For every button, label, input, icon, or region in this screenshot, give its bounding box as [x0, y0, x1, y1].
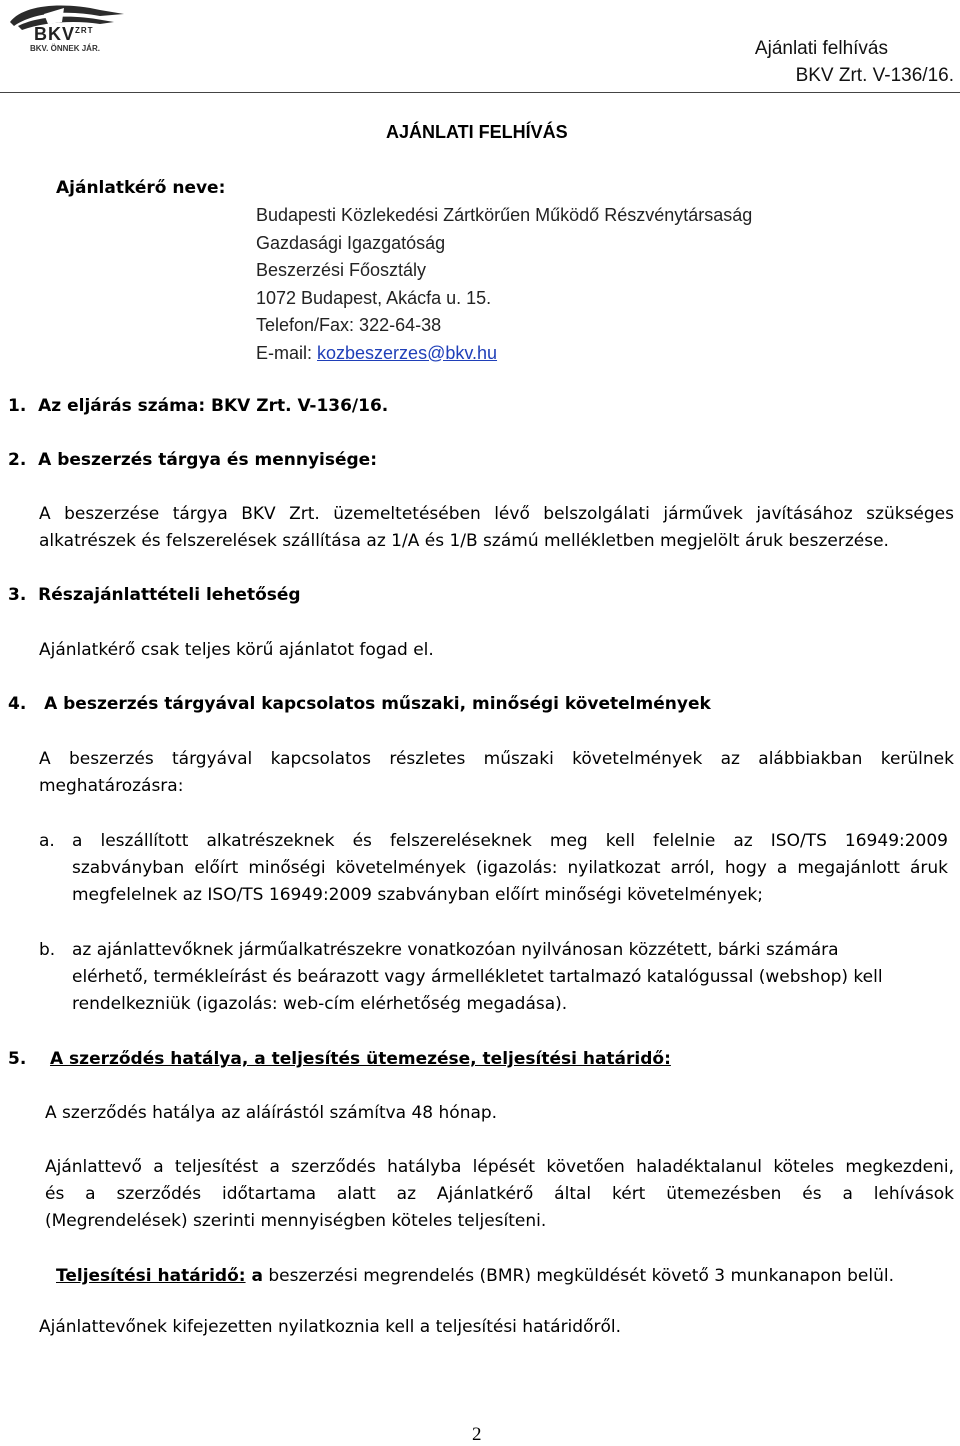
section-5-term: A szerződés hatálya az aláírástól számítva 48 hónap. [45, 1103, 498, 1123]
contracting-line: Beszerzési Főosztály [256, 260, 427, 280]
deadline-connector: a [245, 1266, 263, 1286]
section-5-declaration: Ajánlattevőnek kifejezetten nyilatkoznia kell a teljesítési határidőről. [39, 1317, 621, 1337]
paragraph-line: megfelelnek az ISO/TS 16949:2009 szabványban előírt minőségi követelmények; [72, 885, 763, 905]
contracting-line: 1072 Budapest, Akácfa u. 15. [256, 287, 492, 308]
paragraph-line: meghatározásra: [39, 776, 184, 796]
paragraph-line: alkatrészek és felszerelések szállítása az 1/A és 1/B számú mellékletben megjelölt áruk beszerzése. [39, 531, 889, 551]
paragraph-line: szabványban előírt minőségi követelmények (igazolás: nyilatkozat arról, hogy a megajánlott áruk [72, 858, 948, 878]
paragraph-line: A beszerzése tárgya BKV Zrt. üzemeltetésében lévő belszolgálati járművek javításához szükséges [39, 504, 954, 524]
list-marker-a: a. [39, 831, 55, 851]
logo-slogan: BKV. ÖNNEK JÁR. [30, 44, 100, 53]
paragraph-line: Ajánlattevő a teljesítést a szerződés hatályba lépését követően haladéktalanul köteles megkezdeni, [45, 1157, 954, 1177]
section-title: Részajánlattételi lehetőség [38, 585, 301, 605]
paragraph-line: (Megrendelések) szerinti mennyiségben köteles teljesíteni. [45, 1211, 547, 1231]
contracting-address-block [256, 202, 752, 367]
paragraph-line: rendelkezniük (igazolás: web-cím elérhetőség megadása). [72, 994, 568, 1014]
section-number: 4. [8, 694, 27, 714]
section-3-body: Ajánlatkérő csak teljes körű ajánlatot fogad el. [39, 640, 434, 660]
section-title: A beszerzés tárgya és mennyisége: [38, 450, 377, 470]
paragraph-line: az ajánlattevőknek járműalkatrészekre vonatkozóan nyilvánosan közzétett, bárki számára [72, 940, 839, 960]
deadline-text: beszerzési megrendelés (BMR) megküldését követő 3 munkanapon belül. [262, 1266, 894, 1286]
doc-reference: BKV Zrt. V-136/16. [795, 65, 954, 86]
email-label: E-mail: [256, 342, 318, 363]
page-number: 2 [472, 1424, 482, 1445]
contracting-email-row [256, 340, 752, 368]
section-3-heading [8, 582, 301, 609]
section-2-body [39, 501, 954, 555]
section-number: 5. [8, 1049, 27, 1069]
list-marker-b: b. [39, 940, 56, 960]
section-title: Az eljárás száma: BKV Zrt. V-136/16. [38, 396, 389, 416]
contracting-line: Budapesti Közlekedési Zártkörűen Működő Részvénytársaság [256, 205, 753, 225]
section-4-intro [39, 746, 954, 800]
deadline-label: Teljesítési határidő: [56, 1266, 246, 1286]
bkv-logo [4, 0, 128, 58]
section-number: 2. [8, 450, 27, 470]
list-item-b [72, 937, 952, 1018]
paragraph-line: a leszállított alkatrészeknek és felszereléseknek meg kell felelnie az ISO/TS 16949:2009 [72, 831, 948, 851]
paragraph-line: és a szerződés időtartama alatt az Ajánlatkérő által kért ütemezésben és a lehívások [45, 1184, 954, 1204]
doc-type: Ajánlati felhívás [754, 38, 888, 59]
section-number: 3. [8, 585, 27, 605]
email-link[interactable]: kozbeszerzes@bkv.hu [317, 342, 498, 363]
section-title: A beszerzés tárgyával kapcsolatos műszaki, minőségi követelmények [44, 694, 711, 714]
section-title: A szerződés hatálya, a teljesítés ütemezése, teljesítési határidő: [49, 1049, 671, 1069]
paragraph-line: A beszerzés tárgyával kapcsolatos részletes műszaki követelmények az alábbiakban kerülnek [39, 749, 954, 769]
section-2-heading [8, 447, 377, 474]
header-divider [0, 92, 960, 93]
section-5-heading [8, 1046, 671, 1073]
logo-text: $BKV^{ZRT}$ [34, 24, 94, 44]
section-4-heading [8, 691, 711, 718]
section-1-heading [8, 393, 388, 420]
contracting-line: Gazdasági Igazgatóság [256, 232, 446, 253]
page-title: AJÁNLATI FELHÍVÁS [386, 122, 568, 142]
section-5-schedule [45, 1154, 954, 1235]
paragraph-line: elérhető, termékleírást és beárazott vagy ármellékletet tartalmazó katalógussal (webshop) kell [72, 967, 883, 987]
contracting-label: Ajánlatkérő neve: [56, 178, 226, 198]
list-item-a [72, 828, 948, 909]
contracting-line: Telefon/Fax: 322-64-38 [256, 315, 442, 335]
section-5-deadline [56, 1263, 894, 1290]
section-number: 1. [8, 396, 27, 416]
